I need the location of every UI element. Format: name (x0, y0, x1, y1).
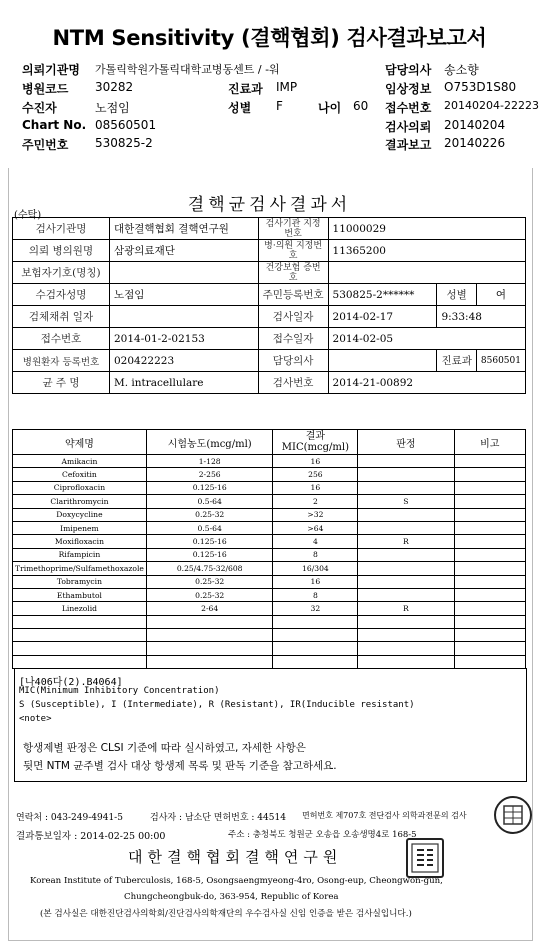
conc-cell: 2-256 (146, 468, 273, 481)
patient-value: 노점임 (95, 101, 130, 115)
institution-value: 가톨릭학원가톨릭대학교병동센트 / -워 (95, 63, 280, 76)
report-label: 결과보고 (385, 138, 432, 152)
interp-cell: R (358, 602, 454, 615)
conc-cell: 0.25-32 (146, 588, 273, 601)
table-row (13, 548, 526, 561)
conc-cell: 0.25-32 (146, 575, 273, 588)
institution-label: 의뢰기관명 (22, 63, 80, 77)
interp-cell (358, 481, 454, 494)
receipt-date-value: 2014-02-05 (328, 328, 525, 350)
hosp-label: 의뢰 병의원명 (13, 240, 110, 262)
footer-address: 주소 : 충청북도 청원군 오송읍 오송생명4로 168-5 (228, 830, 417, 840)
drug-name-cell: Doxycycline (13, 508, 147, 521)
sample-date-label: 검체채취 일자 (13, 306, 110, 328)
health-no-value (328, 262, 525, 284)
interp-cell (358, 588, 454, 601)
test-date-label: 검사일자 (258, 306, 328, 328)
rrn2-label: 주민등록번호 (258, 284, 328, 306)
footer-notice-date: 결과통보일자 : 2014-02-25 00:00 (16, 831, 166, 842)
note-cell (454, 481, 526, 494)
receipt-date-label: 접수일자 (258, 328, 328, 350)
round-seal-icon (494, 796, 532, 834)
drug-name-cell: Amikacin (13, 455, 147, 468)
age-label: 나이 (318, 101, 342, 115)
mic-cell: 8 (273, 548, 358, 561)
doctor2-value (328, 350, 437, 372)
interp-cell (358, 575, 454, 588)
notes-line-2: 뒷면 NTM 균주별 검사 대상 항생제 목록 및 판독 기준을 참고하세요. (23, 760, 337, 772)
col-header-note: 비고 (454, 430, 526, 455)
mic-cell: 16/304 (273, 562, 358, 575)
table-header (13, 430, 526, 455)
test-time-value: 9:33:48 (437, 306, 526, 328)
page-title: NTM Sensitivity (결핵협회) 검사결과보고서 (52, 26, 487, 50)
sex-value: F (276, 99, 283, 113)
susceptibility-table (12, 429, 526, 669)
drug-name-cell: Ciprofloxacin (13, 481, 147, 494)
note-cell (454, 629, 526, 642)
note-cell (454, 655, 526, 668)
conc-cell: 0.125-16 (146, 535, 273, 548)
interp-cell (358, 521, 454, 534)
mic-cell: 8 (273, 588, 358, 601)
drug-name-cell: Ethambutol (13, 588, 147, 601)
doctor-value: 송소향 (444, 63, 479, 77)
drug-name-cell: Imipenem (13, 521, 147, 534)
clinical-value: O753D1S80 (444, 80, 517, 94)
receipt-no-label: 접수번호 (13, 328, 110, 350)
note-cell (454, 468, 526, 481)
mic-cell: 32 (273, 602, 358, 615)
note-cell (454, 588, 526, 601)
notes-line-1: 항생제별 판정은 CLSI 기준에 따라 실시하였고, 자세한 사항은 (23, 742, 306, 754)
note-cell (454, 535, 526, 548)
interp-cell (358, 455, 454, 468)
mic-cell: 2 (273, 495, 358, 508)
sex-label: 성별 (228, 101, 252, 115)
interp-cell (358, 468, 454, 481)
hosp-no-label: 병·의원 지정번호 (258, 240, 328, 262)
conc-cell: 0.125-16 (146, 548, 273, 561)
name-label: 수검자성명 (13, 284, 110, 306)
rrn-value: 530825-2 (95, 136, 153, 150)
notes-tag: <note> (19, 714, 52, 724)
mic-cell (273, 655, 358, 668)
notes-mic: MIC(Minimum Inhibitory Concentration) (19, 686, 220, 696)
interp-cell (358, 548, 454, 561)
table-row (13, 615, 526, 628)
note-cell (454, 521, 526, 534)
request-label: 검사의뢰 (385, 120, 432, 134)
insurer-label: 보험자기호(명칭) (13, 262, 110, 284)
mic-cell (273, 642, 358, 655)
notes-box (14, 668, 527, 782)
interp-cell: S (358, 495, 454, 508)
drug-name-cell: Rifampicin (13, 548, 147, 561)
note-cell (454, 455, 526, 468)
rrn-label: 주민번호 (22, 138, 69, 152)
col-header-interp: 판정 (358, 430, 454, 455)
form-tag: (수탁) (14, 210, 42, 221)
health-no-label: 건강보험 증번호 (258, 262, 328, 284)
dept-label: 진료과 (228, 82, 263, 96)
interp-cell (358, 562, 454, 575)
lab-value: 대한결핵협회 결핵연구원 (110, 218, 259, 240)
mic-cell (273, 629, 358, 642)
table-row (13, 575, 526, 588)
note-cell (454, 495, 526, 508)
interp-cell (358, 615, 454, 628)
patient-label: 수진자 (22, 101, 57, 115)
hosp-no-value: 11365200 (328, 240, 525, 262)
note-cell (454, 642, 526, 655)
mic-cell: 16 (273, 575, 358, 588)
table-row (13, 535, 526, 548)
name-value: 노점임 (110, 284, 259, 306)
organism-label: 균 주 명 (13, 372, 110, 394)
mic-cell: >64 (273, 521, 358, 534)
conc-cell (146, 642, 273, 655)
organism-value: M. intracellulare (110, 372, 259, 394)
receipt-label: 접수번호 (385, 101, 432, 115)
mic-cell: 16 (273, 455, 358, 468)
conc-cell: 2-64 (146, 602, 273, 615)
footer-tester: 검사자 : 남소단 면허번호 : 44514 (150, 813, 286, 823)
lab-no-label: 검사기관 지정번호 (258, 218, 328, 240)
table-row (13, 521, 526, 534)
drug-name-cell (13, 642, 147, 655)
lab-label: 검사기관명 (13, 218, 110, 240)
insurer-value (110, 262, 259, 284)
footer-org-en-1: Korean Institute of Tuberculosis, 168-5, Osongsaengmyeong-4ro, Osong-eup, Cheongwon-gun, (30, 876, 443, 886)
mic-cell: 4 (273, 535, 358, 548)
drug-name-cell (13, 629, 147, 642)
table-row (13, 642, 526, 655)
doctor-label: 담당의사 (385, 63, 432, 77)
mic-cell (273, 615, 358, 628)
hosp-value: 삼광의료재단 (110, 240, 259, 262)
note-cell (454, 575, 526, 588)
test-no-label: 검사번호 (258, 372, 328, 394)
mic-cell: >32 (273, 508, 358, 521)
interp-cell (358, 508, 454, 521)
interp-cell: R (358, 535, 454, 548)
col-header-mic: 결과 MIC(mcg/ml) (273, 430, 358, 455)
test-no-value: 2014-21-00892 (328, 372, 525, 394)
age-value: 60 (353, 99, 369, 113)
note-cell (454, 562, 526, 575)
conc-cell: 0.5-64 (146, 495, 273, 508)
sample-date-value (110, 306, 259, 328)
drug-name-cell: Tobramycin (13, 575, 147, 588)
receipt-no-value: 2014-01-2-02153 (110, 328, 259, 350)
test-date-value: 2014-02-17 (328, 306, 437, 328)
col-header-conc: 시험농도(mcg/ml) (146, 430, 273, 455)
table-row (13, 468, 526, 481)
table-row (13, 455, 526, 468)
reg-value: 020422223 (110, 350, 259, 372)
drug-name-cell (13, 615, 147, 628)
table-row (13, 629, 526, 642)
interp-cell (358, 642, 454, 655)
footer-org-name: 대한결핵협회결핵연구원 (128, 848, 343, 866)
patient-info-table (12, 217, 526, 394)
conc-cell: 0.25-32 (146, 508, 273, 521)
notes-legend: S (Susceptible), I (Intermediate), R (Resistant), IR(Inducible resistant) (19, 700, 415, 710)
square-seal-icon (406, 838, 444, 878)
hospital-code-value: 30282 (95, 80, 134, 94)
report-value: 20140226 (444, 136, 506, 150)
notes-code: [나406다(2).B4064] (19, 677, 123, 688)
chart-value: 08560501 (95, 118, 157, 132)
table-row (13, 508, 526, 521)
chart2-value: 8560501 (476, 350, 525, 372)
rrn2-value: 530825-2****** (328, 284, 437, 306)
hospital-code-label: 병원코드 (22, 82, 69, 96)
receipt-value: 20140204-22223 (444, 99, 539, 112)
conc-cell: 0.125-16 (146, 481, 273, 494)
conc-cell (146, 615, 273, 628)
note-cell (454, 615, 526, 628)
table-row (13, 588, 526, 601)
sex2-label: 성별 (437, 284, 476, 306)
drug-name-cell: Moxifloxacin (13, 535, 147, 548)
conc-cell (146, 655, 273, 668)
drug-name-cell (13, 655, 147, 668)
doctor2-label: 담당의사 (258, 350, 328, 372)
drug-name-cell: Clarithromycin (13, 495, 147, 508)
reg-label: 병원환자 등록번호 (13, 350, 110, 372)
request-value: 20140204 (444, 118, 506, 132)
drug-name-cell: Linezolid (13, 602, 147, 615)
interp-cell (358, 629, 454, 642)
table-row (13, 602, 526, 615)
mic-cell: 256 (273, 468, 358, 481)
table-row (13, 562, 526, 575)
footer-org-en-2: Chungcheongbuk-do, 363-954, Republic of Korea (124, 892, 339, 902)
drug-name-cell: Trimethoprime/Sulfamethoxazole (13, 562, 147, 575)
footer-contact: 연락처 : 043-249-4941-5 (16, 813, 123, 823)
note-cell (454, 602, 526, 615)
sex2-value: 여 (476, 284, 525, 306)
clinical-label: 임상정보 (385, 82, 432, 96)
interp-cell (358, 655, 454, 668)
lab-no-value: 11000029 (328, 218, 525, 240)
note-cell (454, 548, 526, 561)
table-row (13, 655, 526, 668)
drug-name-cell: Cefoxitin (13, 468, 147, 481)
table-row (13, 495, 526, 508)
footer-license: 면허번호 제707호 전단검사 의학과전문의 검사 (302, 811, 467, 820)
conc-cell (146, 629, 273, 642)
dept-value: IMP (276, 80, 298, 94)
conc-cell: 0.25/4.75-32/608 (146, 562, 273, 575)
mic-cell: 16 (273, 481, 358, 494)
chart2-label: 진료과 (437, 350, 476, 372)
conc-cell: 0.5-64 (146, 521, 273, 534)
conc-cell: 1-128 (146, 455, 273, 468)
chart-label: Chart No. (22, 118, 87, 132)
table-row (13, 481, 526, 494)
footer-disclaimer: (본 검사실은 대한진단검사의학회/진단검사의학재단의 우수검사실 신임 인증을 받은 검사실입니다.) (40, 909, 412, 919)
col-header-drug: 약제명 (13, 430, 147, 455)
note-cell (454, 508, 526, 521)
report-title: 결핵균검사결과서 (187, 195, 352, 215)
